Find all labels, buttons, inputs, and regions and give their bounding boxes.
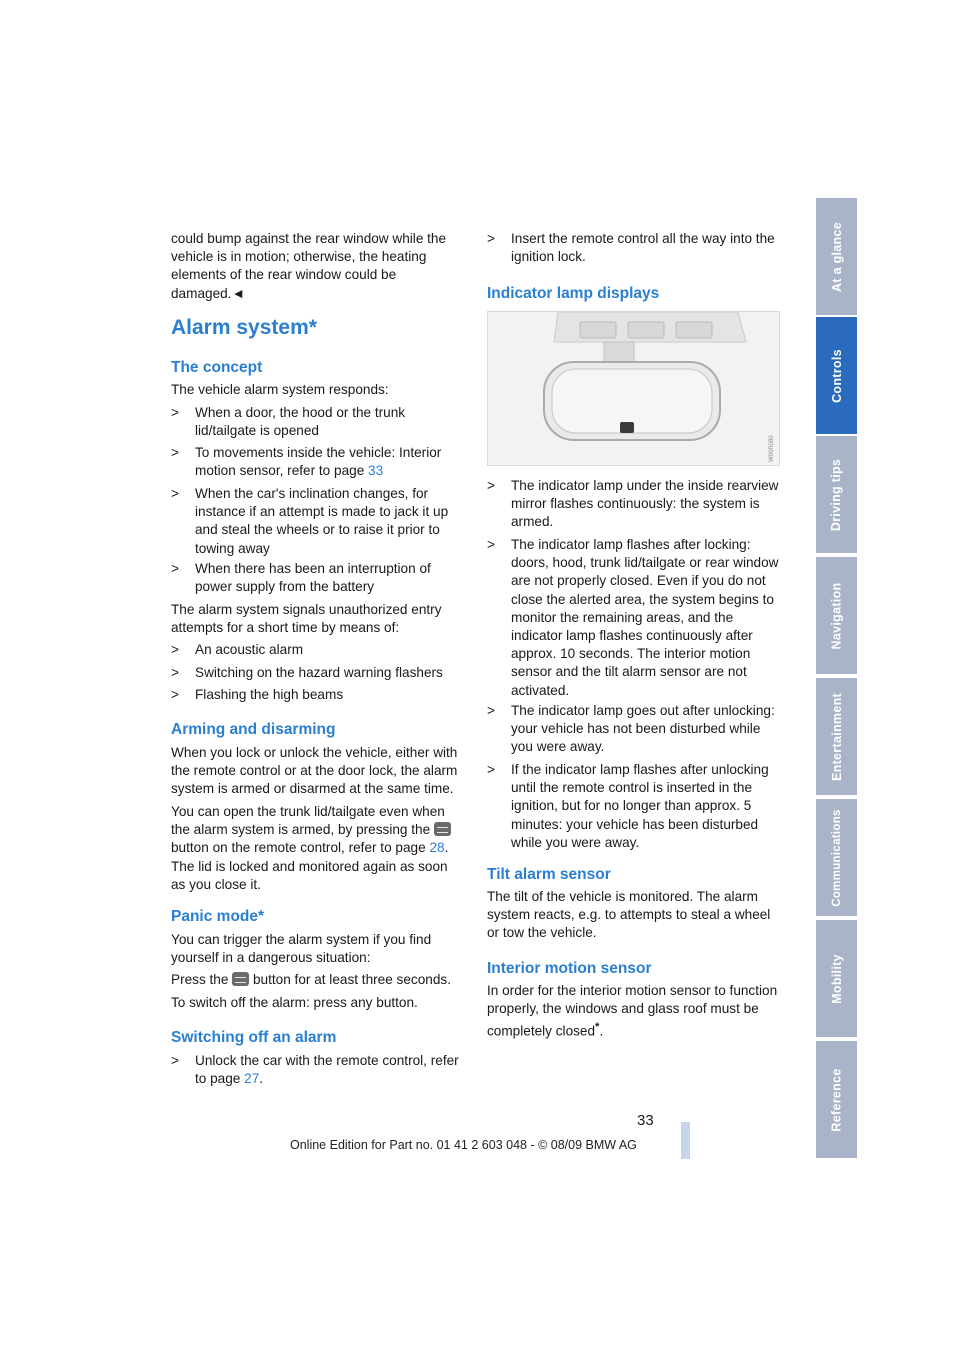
text-run: button for at least three seconds. xyxy=(249,972,451,987)
intro-paragraph: could bump against the rear window while the vehicle is in motion; otherwise, the heating elements of the rear window could be damaged.◄ xyxy=(171,231,447,301)
list-item-text: The indicator lamp under the inside rearview mirror flashes continuously: the system is armed. xyxy=(511,478,779,530)
page-link-27[interactable]: 27 xyxy=(244,1071,260,1087)
panic-paragraph: You can trigger the alarm system if you find yourself in a dangerous situation: xyxy=(171,932,432,966)
svg-text:W00R080: W00R080 xyxy=(769,435,775,462)
interior-paragraph xyxy=(487,982,780,1041)
tab-driving-tips[interactable] xyxy=(816,436,857,553)
list-item-text: Unlock the car with the remote control, refer to page xyxy=(195,1053,459,1087)
list-item-text: If the indicator lamp flashes after unlocking until the remote control is inserted in the ignition, but for no longer than approx. 5 minutes: your vehicle has been disturbed while you were away. xyxy=(511,762,769,850)
tab-entertainment[interactable] xyxy=(816,678,857,795)
page-marker-bar xyxy=(681,1122,690,1159)
list-item xyxy=(171,664,463,682)
heading-tilt: Tilt alarm sensor xyxy=(487,866,611,883)
list-item xyxy=(171,485,463,558)
list-item xyxy=(487,761,780,852)
page-link-33[interactable]: 33 xyxy=(368,463,384,479)
bullet-mark: > xyxy=(171,665,179,680)
signals-lead: The alarm system signals unauthorized entry attempts for a short time by means of: xyxy=(171,602,442,636)
tab-label: At a glance xyxy=(829,221,844,292)
optional-star: * xyxy=(595,1021,600,1034)
section-title: Alarm system* xyxy=(171,316,317,339)
text-run: Press the xyxy=(171,972,233,987)
list-item xyxy=(487,536,780,700)
bullet-mark: > xyxy=(171,405,179,420)
bullet-mark: > xyxy=(171,486,179,501)
tab-label: Communications xyxy=(830,808,843,907)
rearview-mirror-figure xyxy=(487,311,780,466)
text-run: . xyxy=(599,1023,604,1039)
bullet-mark: > xyxy=(487,703,495,718)
bullet-mark: > xyxy=(487,537,495,552)
tab-label: Controls xyxy=(829,348,844,403)
tab-label: Reference xyxy=(829,1067,844,1132)
heading-concept: The concept xyxy=(171,359,263,376)
arming-paragraph: When you lock or unlock the vehicle, either with the remote control or at the door lock, the alarm system is armed or disarmed at the same time. xyxy=(171,745,458,797)
list-item xyxy=(171,686,463,704)
bullet-mark: > xyxy=(487,478,495,493)
text-run: In order for the interior motion sensor to function properly, the windows and glass roof must be completely closed xyxy=(487,983,778,1039)
tab-navigation[interactable] xyxy=(816,557,857,674)
trunk-button-icon xyxy=(434,822,451,836)
panic-button-icon xyxy=(232,972,249,986)
bullet-mark: > xyxy=(487,231,495,246)
list-item xyxy=(171,641,463,659)
footer-edition: Online Edition for Part no. 01 41 2 603 048 - © 08/09 BMW AG xyxy=(290,1138,637,1152)
tab-label: Entertainment xyxy=(829,692,844,781)
list-item xyxy=(171,444,463,480)
list-item xyxy=(171,1052,463,1088)
bullet-mark: > xyxy=(171,642,179,657)
tab-communications[interactable] xyxy=(816,799,857,916)
tab-mobility[interactable] xyxy=(816,920,857,1037)
heading-switching-off: Switching off an alarm xyxy=(171,1029,337,1046)
list-item xyxy=(487,477,780,532)
bullet-mark: > xyxy=(171,687,179,702)
tab-label: Driving tips xyxy=(829,458,844,531)
arming-trunk-paragraph xyxy=(171,803,463,894)
list-item-text: An acoustic alarm xyxy=(195,642,304,657)
heading-arming: Arming and disarming xyxy=(171,721,336,738)
page-link-28[interactable]: 28 xyxy=(429,840,445,856)
heading-indicator: Indicator lamp displays xyxy=(487,285,660,302)
panic-switch-off: To switch off the alarm: press any button. xyxy=(171,995,418,1010)
list-item xyxy=(171,404,463,440)
list-item-text: Switching on the hazard warning flashers xyxy=(195,665,443,680)
list-item-text: Insert the remote control all the way into the ignition lock. xyxy=(511,231,775,265)
page-number: 33 xyxy=(637,1112,654,1129)
rearview-mirror-illustration xyxy=(488,312,780,466)
bullet-mark: > xyxy=(171,561,179,576)
list-item-text: The indicator lamp goes out after unlocking: your vehicle has not been disturbed while you were away. xyxy=(511,703,775,755)
tab-reference[interactable] xyxy=(816,1041,857,1158)
list-item xyxy=(171,560,463,596)
tab-label: Mobility xyxy=(829,953,844,1004)
text-run: button on the remote control, refer to page xyxy=(171,840,430,856)
list-item-text: When a door, the hood or the trunk lid/tailgate is opened xyxy=(195,405,406,439)
bullet-mark: > xyxy=(487,762,495,777)
bullet-mark: > xyxy=(171,445,179,460)
text-run: You can open the trunk lid/tailgate even when the alarm system is armed, by pressing the xyxy=(171,804,445,838)
list-item-text: Flashing the high beams xyxy=(195,687,344,702)
tab-at-a-glance[interactable] xyxy=(816,198,857,315)
panic-press-paragraph xyxy=(171,971,463,989)
bullet-mark: > xyxy=(171,1053,179,1068)
list-item xyxy=(487,702,780,757)
tab-controls[interactable] xyxy=(816,317,857,434)
tab-label: Navigation xyxy=(829,582,844,649)
text-run: . The lid is locked and monitored again as soon as you close it. xyxy=(171,840,449,892)
concept-lead: The vehicle alarm system responds: xyxy=(171,382,389,397)
heading-panic: Panic mode* xyxy=(171,908,265,925)
heading-interior-motion: Interior motion sensor xyxy=(487,960,652,977)
text-run: . xyxy=(259,1071,264,1087)
list-item-text: The indicator lamp flashes after locking: doors, hood, trunk lid/tailgate or rear window are not properly closed. Even if you do not close the alerted area, the system begins to monitor the remaining areas, and the indicator lamp flashes continuously after approx. 10 seconds. The interior motion sensor and the tilt alarm sensor are not activated. xyxy=(511,537,779,698)
list-item-text: When there has been an interruption of power supply from the battery xyxy=(195,561,431,595)
list-item xyxy=(487,230,780,266)
list-item-text: To movements inside the vehicle: Interior motion sensor, refer to page xyxy=(195,445,442,479)
tilt-paragraph: The tilt of the vehicle is monitored. The alarm system reacts, e.g. to attempts to steal a wheel or tow the vehicle. xyxy=(487,889,771,941)
list-item-text: When the car's inclination changes, for instance if an attempt is made to jack it up and steal the wheels or to raise it prior to towing away xyxy=(195,486,449,556)
